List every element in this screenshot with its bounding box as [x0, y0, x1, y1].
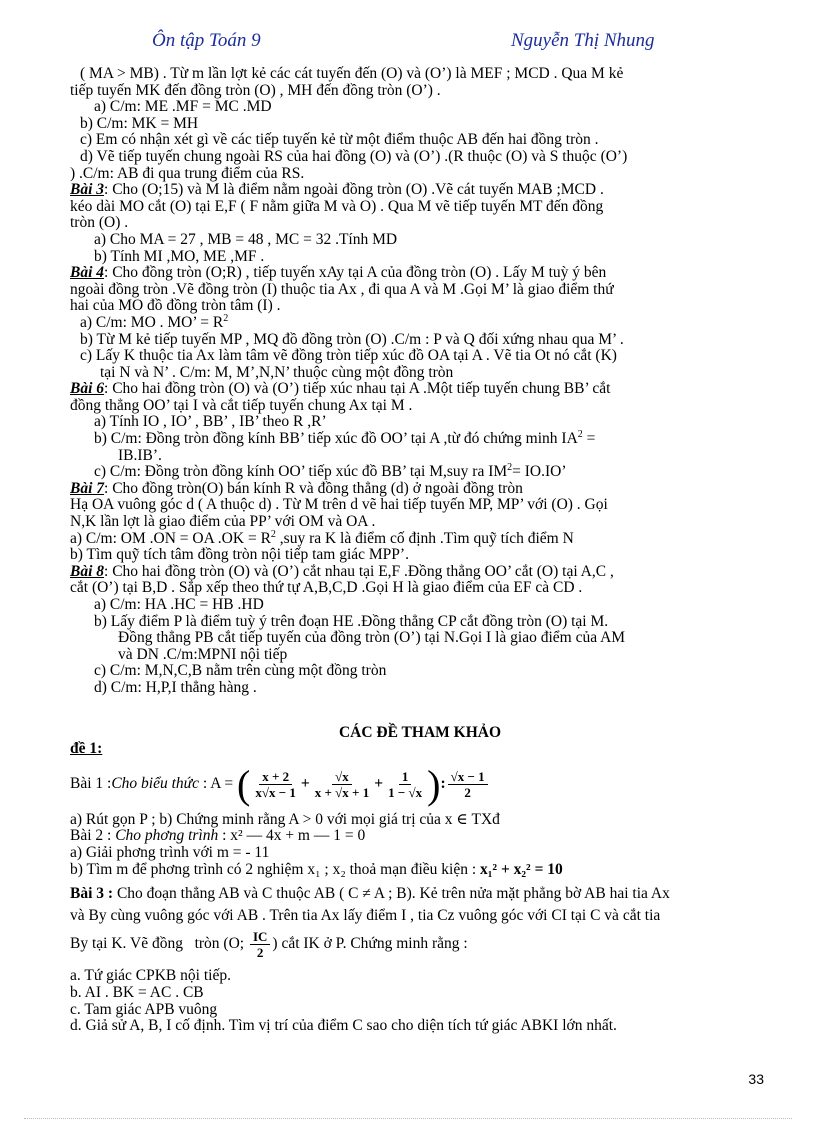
question-prefix: Bài 1 : [70, 775, 112, 793]
exercise-label: Bài 6 [70, 380, 105, 398]
text-line: kéo dài MO cắt (O) tại E,F ( F nằm giữa M và O) . Qua M vẽ tiếp tuyến MT đến đồng [70, 197, 604, 215]
text-line [70, 862, 770, 879]
text-line: IB.IB’. [118, 446, 162, 464]
text-line: và DN .C/m:MPNI nội tiếp [118, 645, 288, 663]
denominator: 1 − √x [388, 785, 423, 801]
exercise-7 [70, 481, 770, 498]
text-line: ) .C/m: AB đi qua trung điểm của RS. [70, 164, 305, 182]
exercise-text: : Cho (O;15) và M là điểm nằm ngoài đồng tròn (O) .Vẽ cát tuyến MAB ;MCD . [104, 181, 604, 199]
divide-sign: : [440, 775, 446, 793]
line-text: ,suy ra K là điểm cố định .Tìm quỹ tích điểm N [275, 529, 574, 547]
line-text: = [582, 430, 596, 448]
exercise-label: Bài 3 [70, 181, 105, 199]
exam-label: đề 1: [70, 740, 103, 758]
question-label: Cho biểu thức [111, 775, 200, 793]
exercise-label: Bài 7 [70, 479, 105, 497]
text-line: tại N và N’ . C/m: M, M’,N,N’ thuộc cùng một đồng tròn [100, 363, 454, 381]
expression-formula [237, 761, 490, 807]
exercise-text: : Cho đồng tròn(O) bán kính R và đồng thẳng (d) ở ngoài đồng tròn [104, 479, 523, 497]
text-line: cắt (O’) tại B,D . Sắp xếp theo thứ tự A,B,C,D .Gọi H là giao điểm của EF cà CD . [70, 579, 583, 597]
line-text: b) C/m: Đồng tròn đồng kính BB’ tiếp xúc đồ OO’ tại A ,từ đó chứng minh IA [94, 430, 578, 448]
text-line: và By cùng vuông góc với AB . Trên tia Ax lấy điểm I , tia Cz vuông góc với CI tại C và cắt tia [70, 906, 661, 924]
fraction-2 [312, 769, 372, 800]
exercise-8 [70, 564, 770, 581]
line-text: ) cắt IK ở P. Chứng minh rằng : [272, 935, 468, 953]
text-line [70, 528, 770, 548]
denominator: 2 [464, 785, 471, 801]
question-prefix: Bài 2 : [70, 827, 116, 845]
text-line: d) C/m: H,P,I thẳng hàng . [94, 678, 257, 696]
section-title: CÁC ĐỀ THAM KHẢO [338, 723, 502, 741]
text-line: c) Lấy K thuộc tia Ax làm tâm vẽ đồng tròn tiếp xúc đồ OA tại A . Vẽ tia Ot nó cắt (K) [80, 347, 617, 365]
numerator: 1 [399, 769, 412, 785]
formula-lead: : A = [199, 775, 238, 793]
text-line: a) Rút gọn P ; b) Chứng minh rằng A > 0 với mọi giá trị của x ∈ TXđ [70, 810, 500, 828]
superscript: 2 [577, 428, 583, 440]
line-text: b) Tìm m để phơng trình có 2 nghiệm x₁ ; x₂ thoả mạn điều kiện : [70, 860, 481, 878]
text-line: Đồng thẳng PB cắt tiếp tuyến của đồng tròn (O’) tại N.Gọi I là giao điểm của AM [118, 629, 626, 647]
denominator: 2 [256, 944, 264, 960]
document-body [70, 66, 770, 1035]
text-line: b) C/m: MK = MH [80, 114, 199, 132]
page-number: 33 [748, 1071, 764, 1087]
text-line: ( MA > MB) . Từ m lần lợt kẻ các cát tuyến đến (O) và (O’) là MEF ; MCD . Qua M kẻ [80, 65, 624, 82]
superscript: 2 [507, 462, 513, 474]
denominator: x + √x + 1 [314, 785, 370, 801]
text-line: c. Tam giác APB vuông [70, 1000, 218, 1018]
text-line: b) Lấy điểm P là điểm tuỳ ý trên đoạn HE .Đồng thẳng CP cắt đồng tròn (O) tại M. [94, 612, 609, 630]
text-line [70, 924, 770, 964]
question-prefix: Bài 3 : [70, 885, 114, 903]
fraction-3 [385, 769, 425, 800]
superscript: 2 [223, 312, 229, 324]
fraction-ic-over-2 [250, 929, 270, 960]
text-line: a. Tứ giác CPKB nội tiếp. [70, 967, 231, 985]
text-line: tiếp tuyến MK đến đồng tròn (O) , MH đến đồng tròn (O’) . [70, 81, 441, 99]
text-line [70, 312, 770, 332]
text-line: a) Giải phơng trình với m = - 11 [70, 843, 270, 861]
plus-sign: + [300, 775, 310, 793]
exercise-4 [70, 265, 770, 282]
question-3 [70, 886, 770, 903]
line-text: a) C/m: OM .ON = OA .OK = R [70, 529, 271, 547]
numerator: √x − 1 [448, 769, 488, 785]
denominator: x√x − 1 [255, 785, 296, 801]
text-line: b) Tính MI ,MO, ME ,MF . [94, 247, 265, 265]
text-line: a) C/m: ME .MF = MC .MD [94, 98, 272, 116]
exercise-6 [70, 381, 770, 398]
equation: : x² — 4x + m — 1 = 0 [218, 827, 366, 845]
text-line: d) Vẽ tiếp tuyến chung ngoài RS của hai đồng (O) và (O’) .(R thuộc (O) và S thuộc (O’) [80, 147, 628, 165]
text-line: đồng thẳng OO’ tại I và cắt tiếp tuyến chung Ax tại M . [70, 396, 413, 414]
question-2 [70, 828, 770, 845]
fraction-4 [448, 769, 488, 800]
text-line: ngoài đồng tròn .Vẽ đồng tròn (I) thuộc tia Ax , đi qua A và M .Gọi M’ là giao điểm thứ [70, 280, 614, 298]
question-text: Cho đoạn thẳng AB và C thuộc AB ( C ≠ A ; B). Kẻ trên nửa mặt phẳng bờ AB hai tia Ax [113, 885, 670, 903]
numerator: √x [332, 769, 352, 785]
header-left-title: Ôn tập Toán 9 [152, 30, 261, 51]
exercise-3 [70, 182, 770, 199]
exercise-label: Bài 4 [70, 264, 105, 282]
left-paren: ( [237, 761, 251, 807]
exercise-text: : Cho hai đồng tròn (O) và (O’) cắt nhau tại E,F .Đồng thẳng OO’ cắt (O) tại A,C , [104, 562, 614, 580]
text-line [70, 464, 770, 481]
text-line: tròn (O) . [70, 214, 129, 232]
header-author: Nguyễn Thị Nhung [511, 30, 655, 51]
text-line: Hạ OA vuông góc d ( A thuộc d) . Từ M trên d vẽ hai tiếp tuyến MP, MP’ với (O) . Gọi [70, 496, 608, 514]
text-line: N,K lần lợt là giao điểm của PP’ với OM và OA . [70, 513, 376, 531]
text-line: b) Từ M kẻ tiếp tuyến MP , MQ đồ đồng tròn (O) .C/m : P và Q đối xứng nhau qua M’ . [80, 330, 624, 348]
condition-formula: x₁² + x₂² = 10 [480, 860, 563, 878]
text-line: c) Em có nhận xét gì về các tiếp tuyến kẻ từ một điểm thuộc AB đến hai đồng tròn . [80, 131, 599, 149]
text-line: d. Giả sử A, B, I cố định. Tìm vị trí của điểm C sao cho diện tích tứ giác ABKI lớn nhất. [70, 1017, 617, 1035]
superscript: 2 [270, 528, 276, 540]
text-line: a) C/m: HA .HC = HB .HD [94, 596, 264, 613]
plus-sign: + [374, 775, 384, 793]
exercise-text: : Cho hai đồng tròn (O) và (O’) tiếp xúc nhau tại A .Một tiếp tuyến chung BB’ cắt [104, 380, 611, 398]
text-line: a) Cho MA = 27 , MB = 48 , MC = 32 .Tính MD [94, 230, 398, 248]
numerator: x + 2 [259, 769, 292, 785]
line-text: c) C/m: Đồng tròn đồng kính OO’ tiếp xúc đồ BB’ tại M,suy ra IM [94, 463, 508, 481]
right-paren: ) [427, 761, 441, 807]
text-line: b. AI . BK = AC . CB [70, 983, 204, 1001]
page-border-dotted [24, 1118, 792, 1119]
text-line: b) Tìm quỹ tích tâm đồng tròn nội tiếp tam giác MPP’. [70, 546, 409, 564]
line-text: = IO.IO’ [512, 463, 567, 481]
text-line: c) C/m: M,N,C,B nằm trên cùng một đồng tròn [94, 662, 387, 680]
numerator: IC [250, 929, 270, 945]
exercise-label: Bài 8 [70, 562, 105, 580]
text-line: a) Tính IO , IO’ , BB’ , IB’ theo R ,R’ [94, 413, 327, 431]
text-line [70, 428, 770, 448]
question-label: Cho phơng trình [115, 827, 219, 845]
line-text: a) C/m: MO . MO’ = R [80, 313, 224, 331]
fraction-1 [252, 769, 299, 800]
question-1 [70, 762, 770, 808]
exercise-text: : Cho đồng tròn (O;R) , tiếp tuyến xAy tại A của đồng tròn (O) . Lấy M tuỳ ý bên [104, 264, 607, 282]
line-text: By tại K. Vẽ đồng tròn (O; [70, 935, 248, 953]
text-line: hai của MO đồ đồng tròn tâm (I) . [70, 297, 281, 315]
